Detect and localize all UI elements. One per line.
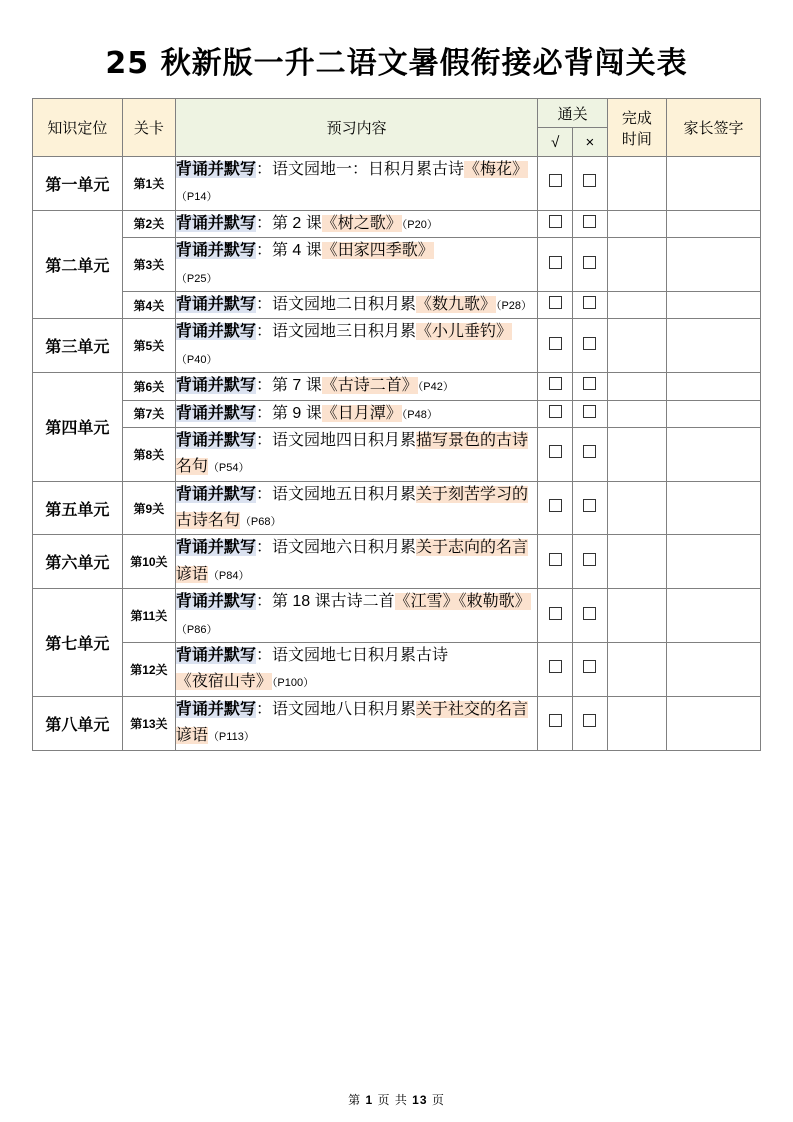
pass-check-box[interactable] bbox=[549, 337, 562, 350]
finish-time-cell[interactable] bbox=[607, 319, 666, 373]
finish-time-cell[interactable] bbox=[607, 238, 666, 292]
pass-cross-box-cell[interactable] bbox=[573, 643, 608, 697]
content-segment: 《小儿垂钓》 bbox=[415, 323, 512, 341]
content-segment: 《树之歌》 bbox=[321, 214, 402, 232]
pass-check-box[interactable] bbox=[549, 215, 562, 228]
table-row bbox=[33, 427, 761, 481]
table-row bbox=[33, 696, 761, 750]
unit-cell: 第四单元 bbox=[33, 373, 123, 482]
content-segment: （P86） bbox=[175, 623, 218, 636]
finish-time-cell[interactable] bbox=[607, 157, 666, 211]
pass-cross-box-cell[interactable] bbox=[573, 210, 608, 237]
table-row bbox=[33, 589, 761, 643]
pass-check-box-cell[interactable] bbox=[538, 291, 573, 318]
table-header-row-1 bbox=[33, 99, 761, 128]
finish-time-cell[interactable] bbox=[607, 373, 666, 400]
column-header-pass: 通关 bbox=[538, 99, 607, 128]
parent-sign-cell[interactable] bbox=[667, 427, 761, 481]
content-cell bbox=[175, 238, 537, 292]
pass-check-box-cell[interactable] bbox=[538, 238, 573, 292]
level-cell: 第5关 bbox=[122, 319, 175, 373]
pass-check-box-cell[interactable] bbox=[538, 696, 573, 750]
content-segment: ：第 9 课 bbox=[255, 404, 322, 422]
content-segment: （P48） bbox=[401, 408, 438, 421]
content-segment: 《夜宿山寺》 bbox=[175, 673, 272, 691]
table-row bbox=[33, 319, 761, 373]
pass-cross-box-cell[interactable] bbox=[573, 589, 608, 643]
checklist-table bbox=[32, 98, 761, 751]
content-segment: 关于刻苦学习的古诗名句 bbox=[175, 485, 528, 530]
pass-cross-box[interactable] bbox=[583, 215, 596, 228]
content-cell bbox=[175, 481, 537, 535]
content-cell bbox=[175, 210, 537, 237]
pass-check-box[interactable] bbox=[549, 377, 562, 390]
page-footer bbox=[0, 1091, 793, 1108]
column-header-parent-sign: 家长签字 bbox=[667, 99, 761, 157]
content-segment: ：语文园地四日积月累 bbox=[255, 431, 416, 449]
content-segment: ：语文园地一：日积月累古诗 bbox=[255, 161, 464, 178]
parent-sign-cell[interactable] bbox=[667, 400, 761, 427]
content-segment: 关于志向的名言谚语 bbox=[175, 539, 528, 583]
pass-check-box[interactable] bbox=[549, 607, 562, 620]
content-cell bbox=[175, 696, 537, 750]
finish-time-cell[interactable] bbox=[607, 427, 666, 481]
pass-cross-box-cell[interactable] bbox=[573, 400, 608, 427]
content-segment: 背诵并默写 bbox=[175, 431, 256, 449]
content-segment: 《古诗二首》 bbox=[321, 377, 418, 395]
content-segment: （P68） bbox=[239, 516, 282, 529]
content-segment: 背诵并默写 bbox=[175, 242, 256, 260]
level-cell: 第8关 bbox=[122, 427, 175, 481]
content-segment: 背诵并默写 bbox=[175, 404, 256, 422]
pass-check-box-cell[interactable] bbox=[538, 210, 573, 237]
content-segment: 描写景色的古诗名句 bbox=[175, 431, 528, 476]
table-row bbox=[33, 210, 761, 237]
pass-check-box[interactable] bbox=[549, 714, 562, 727]
unit-cell: 第三单元 bbox=[33, 319, 123, 373]
pass-cross-box[interactable] bbox=[583, 499, 596, 512]
finish-time-cell[interactable] bbox=[607, 696, 666, 750]
parent-sign-cell[interactable] bbox=[667, 696, 761, 750]
unit-cell: 第六单元 bbox=[33, 535, 123, 589]
column-header-level: 关卡 bbox=[122, 99, 175, 157]
pass-cross-box-cell[interactable] bbox=[573, 157, 608, 211]
pass-cross-box-cell[interactable] bbox=[573, 535, 608, 589]
pass-check-box-cell[interactable] bbox=[538, 535, 573, 589]
footer-total-pages: 13 bbox=[412, 1093, 428, 1107]
content-segment: 背诵并默写 bbox=[175, 485, 256, 503]
pass-check-box-cell[interactable] bbox=[538, 481, 573, 535]
content-segment: （P54） bbox=[207, 462, 250, 475]
pass-check-box-cell[interactable] bbox=[538, 427, 573, 481]
finish-time-cell[interactable] bbox=[607, 535, 666, 589]
pass-cross-box[interactable] bbox=[583, 174, 596, 187]
content-segment: 背诵并默写 bbox=[175, 161, 256, 178]
parent-sign-cell[interactable] bbox=[667, 157, 761, 211]
column-header-check: √ bbox=[538, 128, 573, 157]
pass-check-box-cell[interactable] bbox=[538, 589, 573, 643]
content-segment: （P40） bbox=[175, 353, 218, 366]
parent-sign-cell[interactable] bbox=[667, 238, 761, 292]
level-cell: 第6关 bbox=[122, 373, 175, 400]
content-segment: 背诵并默写 bbox=[175, 539, 256, 557]
content-segment: ：语文园地七日积月累古诗 bbox=[255, 647, 448, 665]
footer-current-page: 1 bbox=[365, 1093, 374, 1107]
unit-cell: 第二单元 bbox=[33, 210, 123, 319]
content-segment: （P113） bbox=[207, 731, 255, 744]
content-segment: （P20） bbox=[401, 218, 438, 231]
level-cell: 第2关 bbox=[122, 210, 175, 237]
pass-cross-box-cell[interactable] bbox=[573, 291, 608, 318]
content-cell bbox=[175, 427, 537, 481]
pass-cross-box[interactable] bbox=[583, 660, 596, 673]
parent-sign-cell[interactable] bbox=[667, 589, 761, 643]
parent-sign-cell[interactable] bbox=[667, 643, 761, 697]
content-segment: ：语文园地五日积月累 bbox=[255, 485, 416, 503]
pass-cross-box-cell[interactable] bbox=[573, 427, 608, 481]
content-segment: （P84） bbox=[207, 569, 250, 582]
unit-cell: 第一单元 bbox=[33, 157, 123, 211]
content-segment: （P25） bbox=[175, 272, 218, 285]
level-cell: 第9关 bbox=[122, 481, 175, 535]
content-cell bbox=[175, 291, 537, 318]
pass-cross-box[interactable] bbox=[583, 296, 596, 309]
pass-check-box-cell[interactable] bbox=[538, 643, 573, 697]
parent-sign-cell[interactable] bbox=[667, 373, 761, 400]
table-row bbox=[33, 238, 761, 292]
table-row bbox=[33, 157, 761, 211]
footer-suffix: 页 bbox=[431, 1093, 445, 1107]
finish-time-cell[interactable] bbox=[607, 589, 666, 643]
pass-check-box[interactable] bbox=[549, 405, 562, 418]
level-cell: 第12关 bbox=[122, 643, 175, 697]
content-segment: ：语文园地六日积月累 bbox=[255, 539, 416, 557]
content-segment: ：第 2 课 bbox=[255, 214, 322, 232]
pass-cross-box[interactable] bbox=[583, 337, 596, 350]
column-header-cross: × bbox=[573, 128, 608, 157]
unit-cell: 第七单元 bbox=[33, 589, 123, 697]
content-segment: （P28） bbox=[495, 299, 533, 312]
finish-time-cell[interactable] bbox=[607, 400, 666, 427]
pass-check-box[interactable] bbox=[549, 256, 562, 269]
finish-time-cell[interactable] bbox=[607, 210, 666, 237]
content-segment: ：第 18 课古诗二首 bbox=[255, 593, 395, 611]
content-segment: 背诵并默写 bbox=[175, 214, 256, 232]
pass-cross-box[interactable] bbox=[583, 607, 596, 620]
level-cell: 第4关 bbox=[122, 291, 175, 318]
pass-check-box-cell[interactable] bbox=[538, 373, 573, 400]
content-cell bbox=[175, 373, 537, 400]
content-segment: （P14） bbox=[175, 191, 218, 204]
table-row bbox=[33, 373, 761, 400]
footer-prefix: 第 bbox=[348, 1093, 362, 1107]
pass-cross-box-cell[interactable] bbox=[573, 373, 608, 400]
finish-time-cell[interactable] bbox=[607, 643, 666, 697]
content-segment: 《梅花》 bbox=[463, 161, 528, 178]
content-cell bbox=[175, 589, 537, 643]
pass-cross-box-cell[interactable] bbox=[573, 481, 608, 535]
content-segment: ：语文园地三日积月累 bbox=[255, 323, 416, 341]
page-title: 25 秋新版一升二语文暑假衔接必背闯关表 bbox=[105, 46, 688, 81]
table-row bbox=[33, 535, 761, 589]
level-cell: 第11关 bbox=[122, 589, 175, 643]
content-cell bbox=[175, 643, 537, 697]
column-header-finish-time bbox=[607, 99, 666, 157]
content-segment: 背诵并默写 bbox=[175, 377, 256, 395]
pass-cross-box-cell[interactable] bbox=[573, 238, 608, 292]
content-segment: 背诵并默写 bbox=[175, 295, 256, 313]
content-segment: 《江雪》《敕勒歌》 bbox=[394, 593, 531, 611]
pass-check-box[interactable] bbox=[549, 553, 562, 566]
pass-cross-box[interactable] bbox=[583, 445, 596, 458]
unit-cell: 第五单元 bbox=[33, 481, 123, 535]
level-cell: 第13关 bbox=[122, 696, 175, 750]
pass-cross-box-cell[interactable] bbox=[573, 319, 608, 373]
pass-check-box-cell[interactable] bbox=[538, 319, 573, 373]
finish-time-cell[interactable] bbox=[607, 481, 666, 535]
parent-sign-cell[interactable] bbox=[667, 291, 761, 318]
column-header-knowledge: 知识定位 bbox=[33, 99, 123, 157]
content-cell bbox=[175, 319, 537, 373]
table-row bbox=[33, 291, 761, 318]
parent-sign-cell[interactable] bbox=[667, 481, 761, 535]
pass-check-box[interactable] bbox=[549, 499, 562, 512]
content-segment: 《数九歌》 bbox=[415, 295, 496, 313]
unit-cell: 第八单元 bbox=[33, 696, 123, 750]
finish-time-cell[interactable] bbox=[607, 291, 666, 318]
pass-cross-box[interactable] bbox=[583, 377, 596, 390]
content-segment: （P42） bbox=[417, 381, 454, 394]
table-row bbox=[33, 643, 761, 697]
finish-time-line-2: 时间 bbox=[621, 130, 652, 148]
pass-check-box[interactable] bbox=[549, 445, 562, 458]
content-segment: 背诵并默写 bbox=[175, 323, 256, 341]
content-segment: （P100） bbox=[271, 677, 315, 690]
pass-cross-box[interactable] bbox=[583, 553, 596, 566]
content-cell bbox=[175, 400, 537, 427]
content-segment: 关于社交的名言谚语 bbox=[175, 700, 528, 745]
content-segment: 《日月潭》 bbox=[321, 404, 402, 422]
pass-check-box[interactable] bbox=[549, 296, 562, 309]
table-body bbox=[33, 157, 761, 751]
pass-cross-box-cell[interactable] bbox=[573, 696, 608, 750]
content-segment: 背诵并默写 bbox=[175, 593, 256, 611]
content-segment: ：第 4 课 bbox=[255, 242, 322, 260]
content-cell bbox=[175, 157, 537, 211]
footer-middle: 页 共 bbox=[377, 1093, 408, 1107]
pass-cross-box[interactable] bbox=[583, 405, 596, 418]
level-cell: 第10关 bbox=[122, 535, 175, 589]
pass-check-box[interactable] bbox=[549, 174, 562, 187]
level-cell: 第7关 bbox=[122, 400, 175, 427]
pass-check-box[interactable] bbox=[549, 660, 562, 673]
parent-sign-cell[interactable] bbox=[667, 210, 761, 237]
pass-check-box-cell[interactable] bbox=[538, 157, 573, 211]
content-segment: 背诵并默写 bbox=[175, 647, 256, 665]
content-segment: 《田家四季歌》 bbox=[321, 242, 434, 260]
finish-time-line-1: 完成 bbox=[621, 109, 652, 127]
table-row bbox=[33, 400, 761, 427]
table-header bbox=[33, 99, 761, 157]
parent-sign-cell[interactable] bbox=[667, 535, 761, 589]
content-segment: ：第 7 课 bbox=[255, 377, 322, 395]
content-segment: 背诵并默写 bbox=[175, 700, 256, 718]
content-cell bbox=[175, 535, 537, 589]
column-header-content: 预习内容 bbox=[175, 99, 537, 157]
content-segment: ：语文园地二日积月累 bbox=[255, 295, 416, 313]
parent-sign-cell[interactable] bbox=[667, 319, 761, 373]
pass-cross-box[interactable] bbox=[583, 256, 596, 269]
content-segment: ：语文园地八日积月累 bbox=[255, 700, 416, 718]
level-cell: 第1关 bbox=[122, 157, 175, 211]
pass-cross-box[interactable] bbox=[583, 714, 596, 727]
level-cell: 第3关 bbox=[122, 238, 175, 292]
pass-check-box-cell[interactable] bbox=[538, 400, 573, 427]
table-row bbox=[33, 481, 761, 535]
